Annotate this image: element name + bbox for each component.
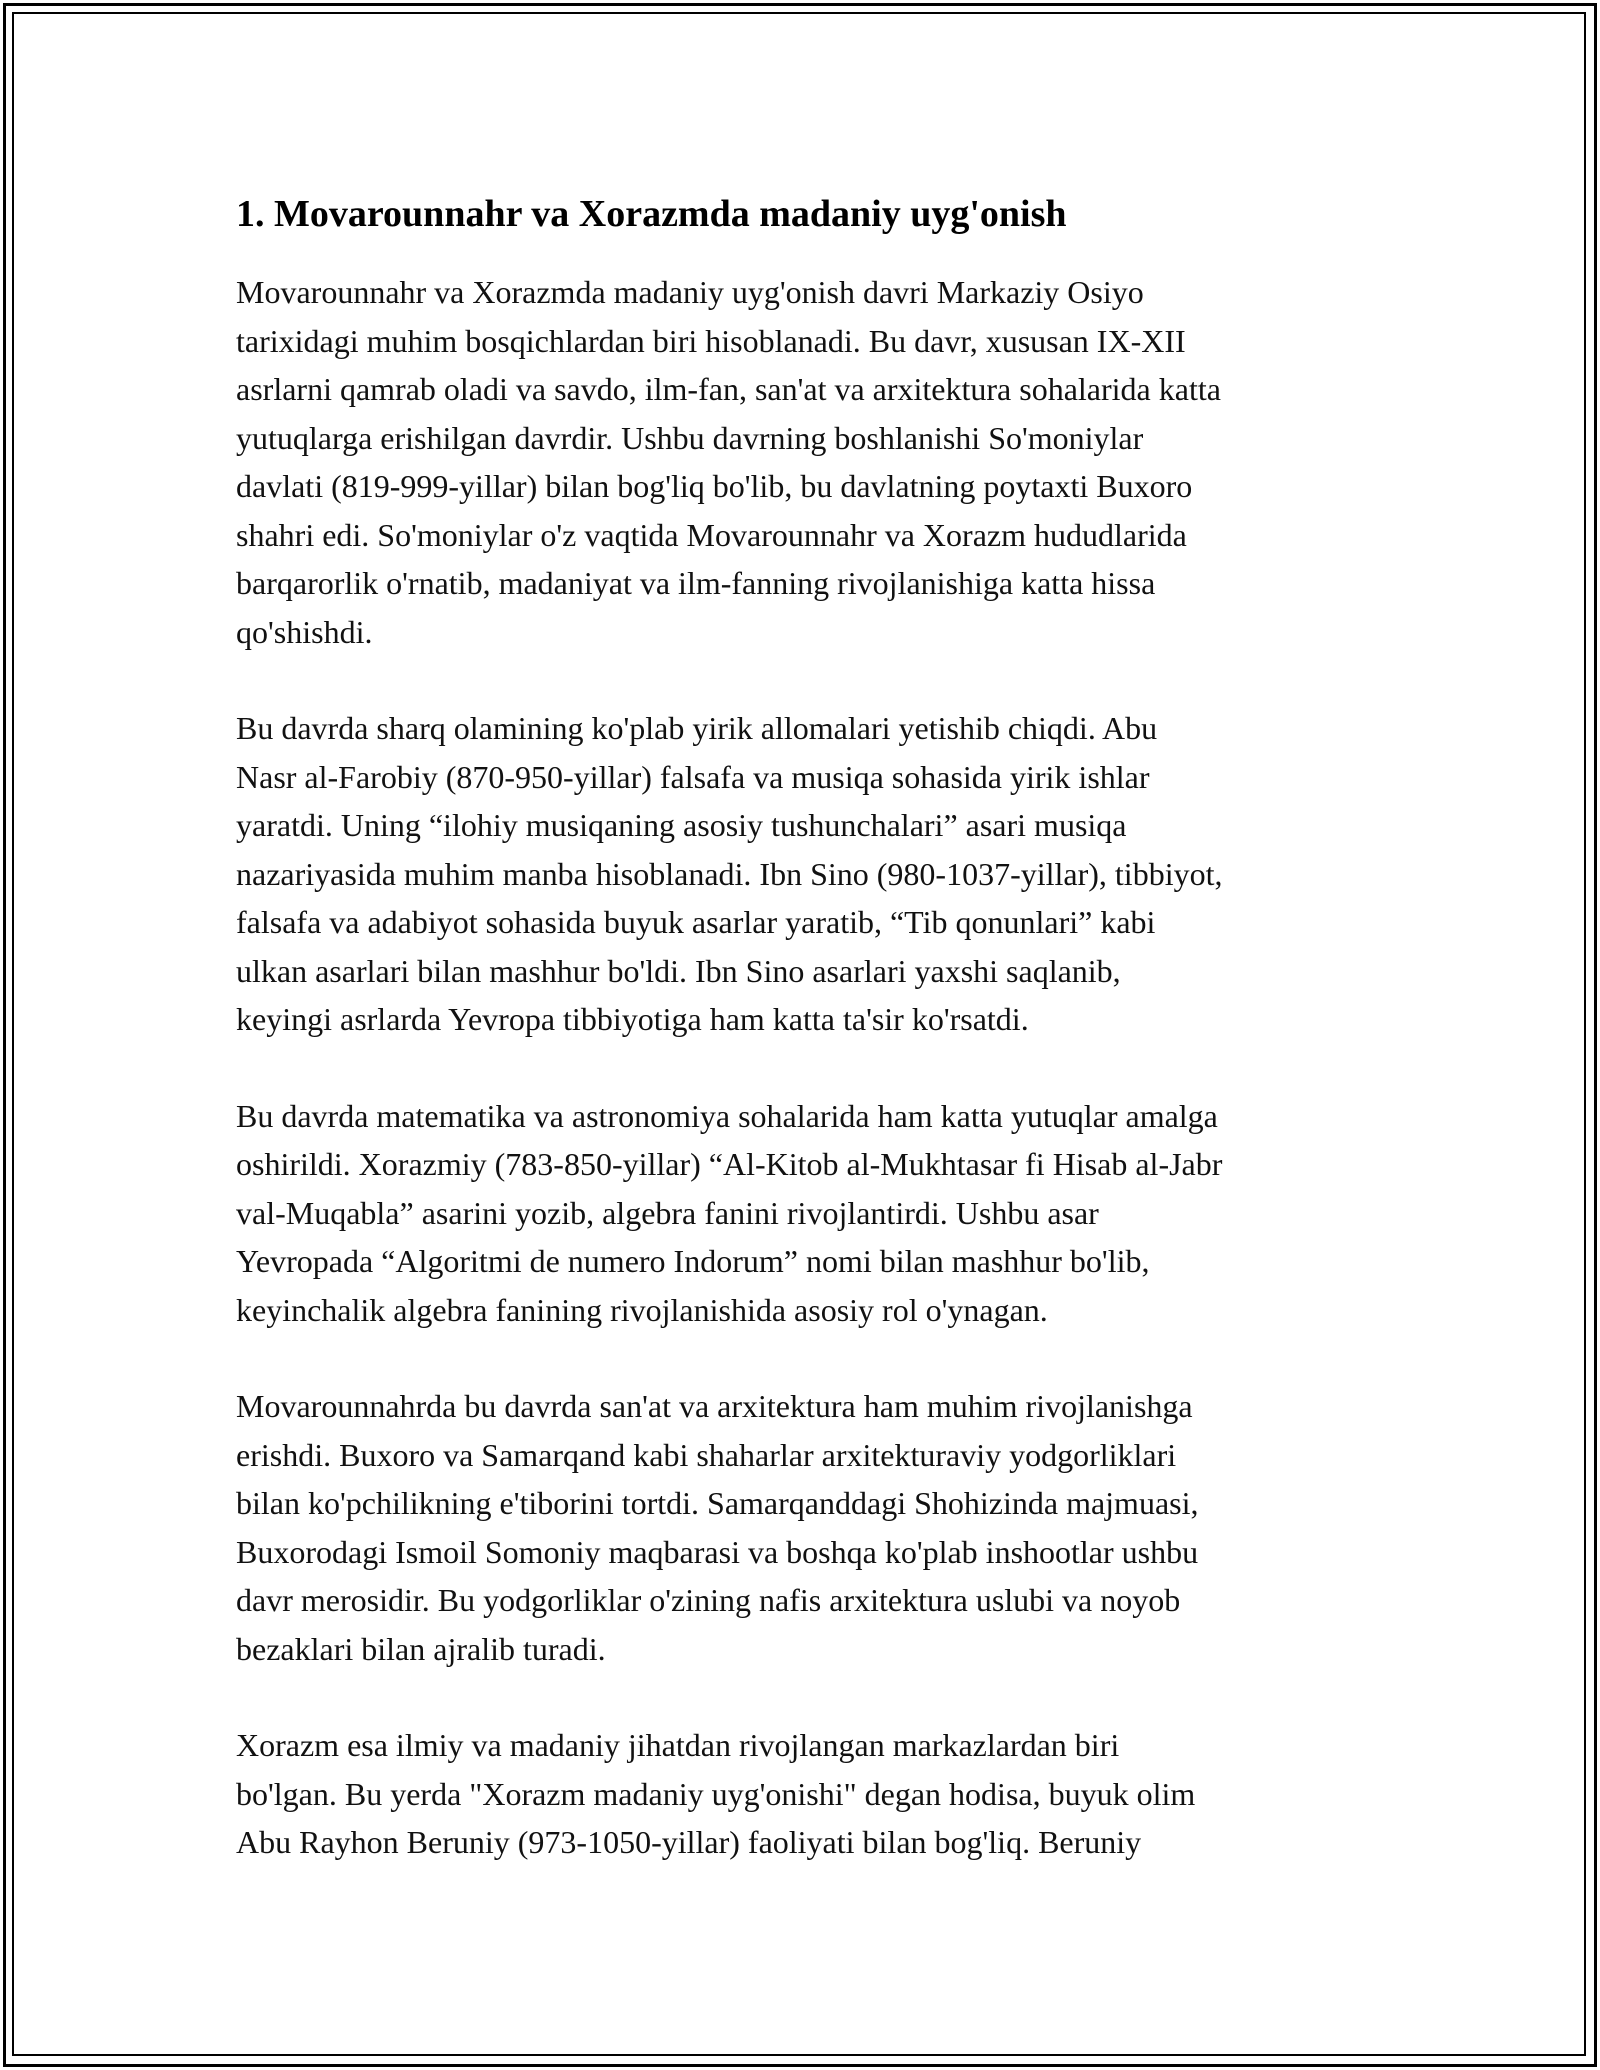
text-line: Abu Rayhon Beruniy (973-1050-yillar) faoliyati bilan bog'liq. Beruniy	[236, 1824, 1142, 1860]
paragraph-xorazm	[236, 1721, 1376, 1867]
text-line: davr merosidir. Bu yodgorliklar o'zining nafis arxitektura uslubi va noyob	[236, 1582, 1181, 1618]
text-line: bilan ko'pchilikning e'tiborini tortdi. Samarqanddagi Shohizinda majmuasi,	[236, 1485, 1199, 1521]
text-line: Bu davrda matematika va astronomiya sohalarida ham katta yutuqlar amalga	[236, 1097, 1218, 1134]
text-line: bo'lgan. Bu yerda "Xorazm madaniy uyg'onishi" degan hodisa, buyuk olim	[236, 1775, 1196, 1812]
text-line: erishdi. Buxoro va Samarqand kabi shaharlar arxitekturaviy yodgorliklari	[236, 1436, 1177, 1473]
text-line: yutuqlarga erishilgan davrdir. Ushbu davrning boshlanishi So'moniylar	[236, 419, 1144, 456]
text-line: barqarorlik o'rnatib, madaniyat va ilm-fanning rivojlanishiga katta hissa	[236, 565, 1156, 601]
text-line: Xorazm esa ilmiy va madaniy jihatdan rivojlangan markazlardan biri	[236, 1727, 1120, 1763]
text-line: Bu davrda sharq olamining ko'plab yirik allomalari yetishib chiqdi. Abu	[236, 710, 1158, 746]
text-line: bezaklari bilan ajralib turadi.	[236, 1630, 606, 1667]
text-line: Buxorodagi Ismoil Somoniy maqbarasi va boshqa ko'plab inshootlar ushbu	[236, 1533, 1199, 1570]
paragraph-matematika	[236, 1092, 1376, 1335]
text-line: qo'shishdi.	[236, 613, 373, 650]
text-line: asrlarni qamrab oladi va savdo, ilm-fan, san'at va arxitektura sohalarida katta	[236, 371, 1221, 407]
text-line: Yevropada “Algoritmi de numero Indorum” nomi bilan mashhur bo'lib,	[236, 1243, 1150, 1279]
text-line: davlati (819-999-yillar) bilan bog'liq bo'lib, bu davlatning poytaxti Buxoro	[236, 468, 1193, 504]
text-line: oshirildi. Xorazmiy (783-850-yillar) “Al-Kitob al-Mukhtasar fi Hisab al-Jabr	[236, 1146, 1223, 1182]
text-line: nazariyasida muhim manba hisoblanadi. Ibn Sino (980-1037-yillar), tibbiyot,	[236, 855, 1223, 892]
text-line: falsafa va adabiyot sohasida buyuk asarlar yaratib, “Tib qonunlari” kabi	[236, 904, 1156, 940]
text-line: keyinchalik algebra fanining rivojlanishida asosiy rol o'ynagan.	[236, 1291, 1048, 1328]
text-line: ulkan asarlari bilan mashhur bo'ldi. Ibn Sino asarlari yaxshi saqlanib,	[236, 952, 1121, 989]
text-line: tarixidagi muhim bosqichlardan biri hisoblanadi. Bu davr, xususan IX-XII	[236, 322, 1186, 359]
paragraph-somoniylar	[236, 268, 1376, 656]
text-line: keyingi asrlarda Yevropa tibbiyotiga ham katta ta'sir ko'rsatdi.	[236, 1001, 1029, 1037]
text-line: Movarounnahrda bu davrda san'at va arxitektura ham muhim rivojlanishga	[236, 1388, 1193, 1424]
text-line: shahri edi. So'moniylar o'z vaqtida Movarounnahr va Xorazm hududlarida	[236, 516, 1187, 553]
text-line: val-Muqabla” asarini yozib, algebra fanini rivojlantirdi. Ushbu asar	[236, 1194, 1099, 1231]
paragraph-allomalar	[236, 704, 1376, 1044]
text-line: yaratdi. Uning “ilohiy musiqaning asosiy tushunchalari” asari musiqa	[236, 807, 1127, 843]
text-line: Movarounnahr va Xorazmda madaniy uyg'onish davri Markaziy Osiyo	[236, 274, 1144, 310]
document-body	[236, 186, 1376, 1915]
section-heading: 1. Movarounnahr va Xorazmda madaniy uyg'onish	[236, 193, 1067, 235]
paragraph-arxitektura	[236, 1382, 1376, 1673]
text-line: Nasr al-Farobiy (870-950-yillar) falsafa va musiqa sohasida yirik ishlar	[236, 758, 1150, 795]
